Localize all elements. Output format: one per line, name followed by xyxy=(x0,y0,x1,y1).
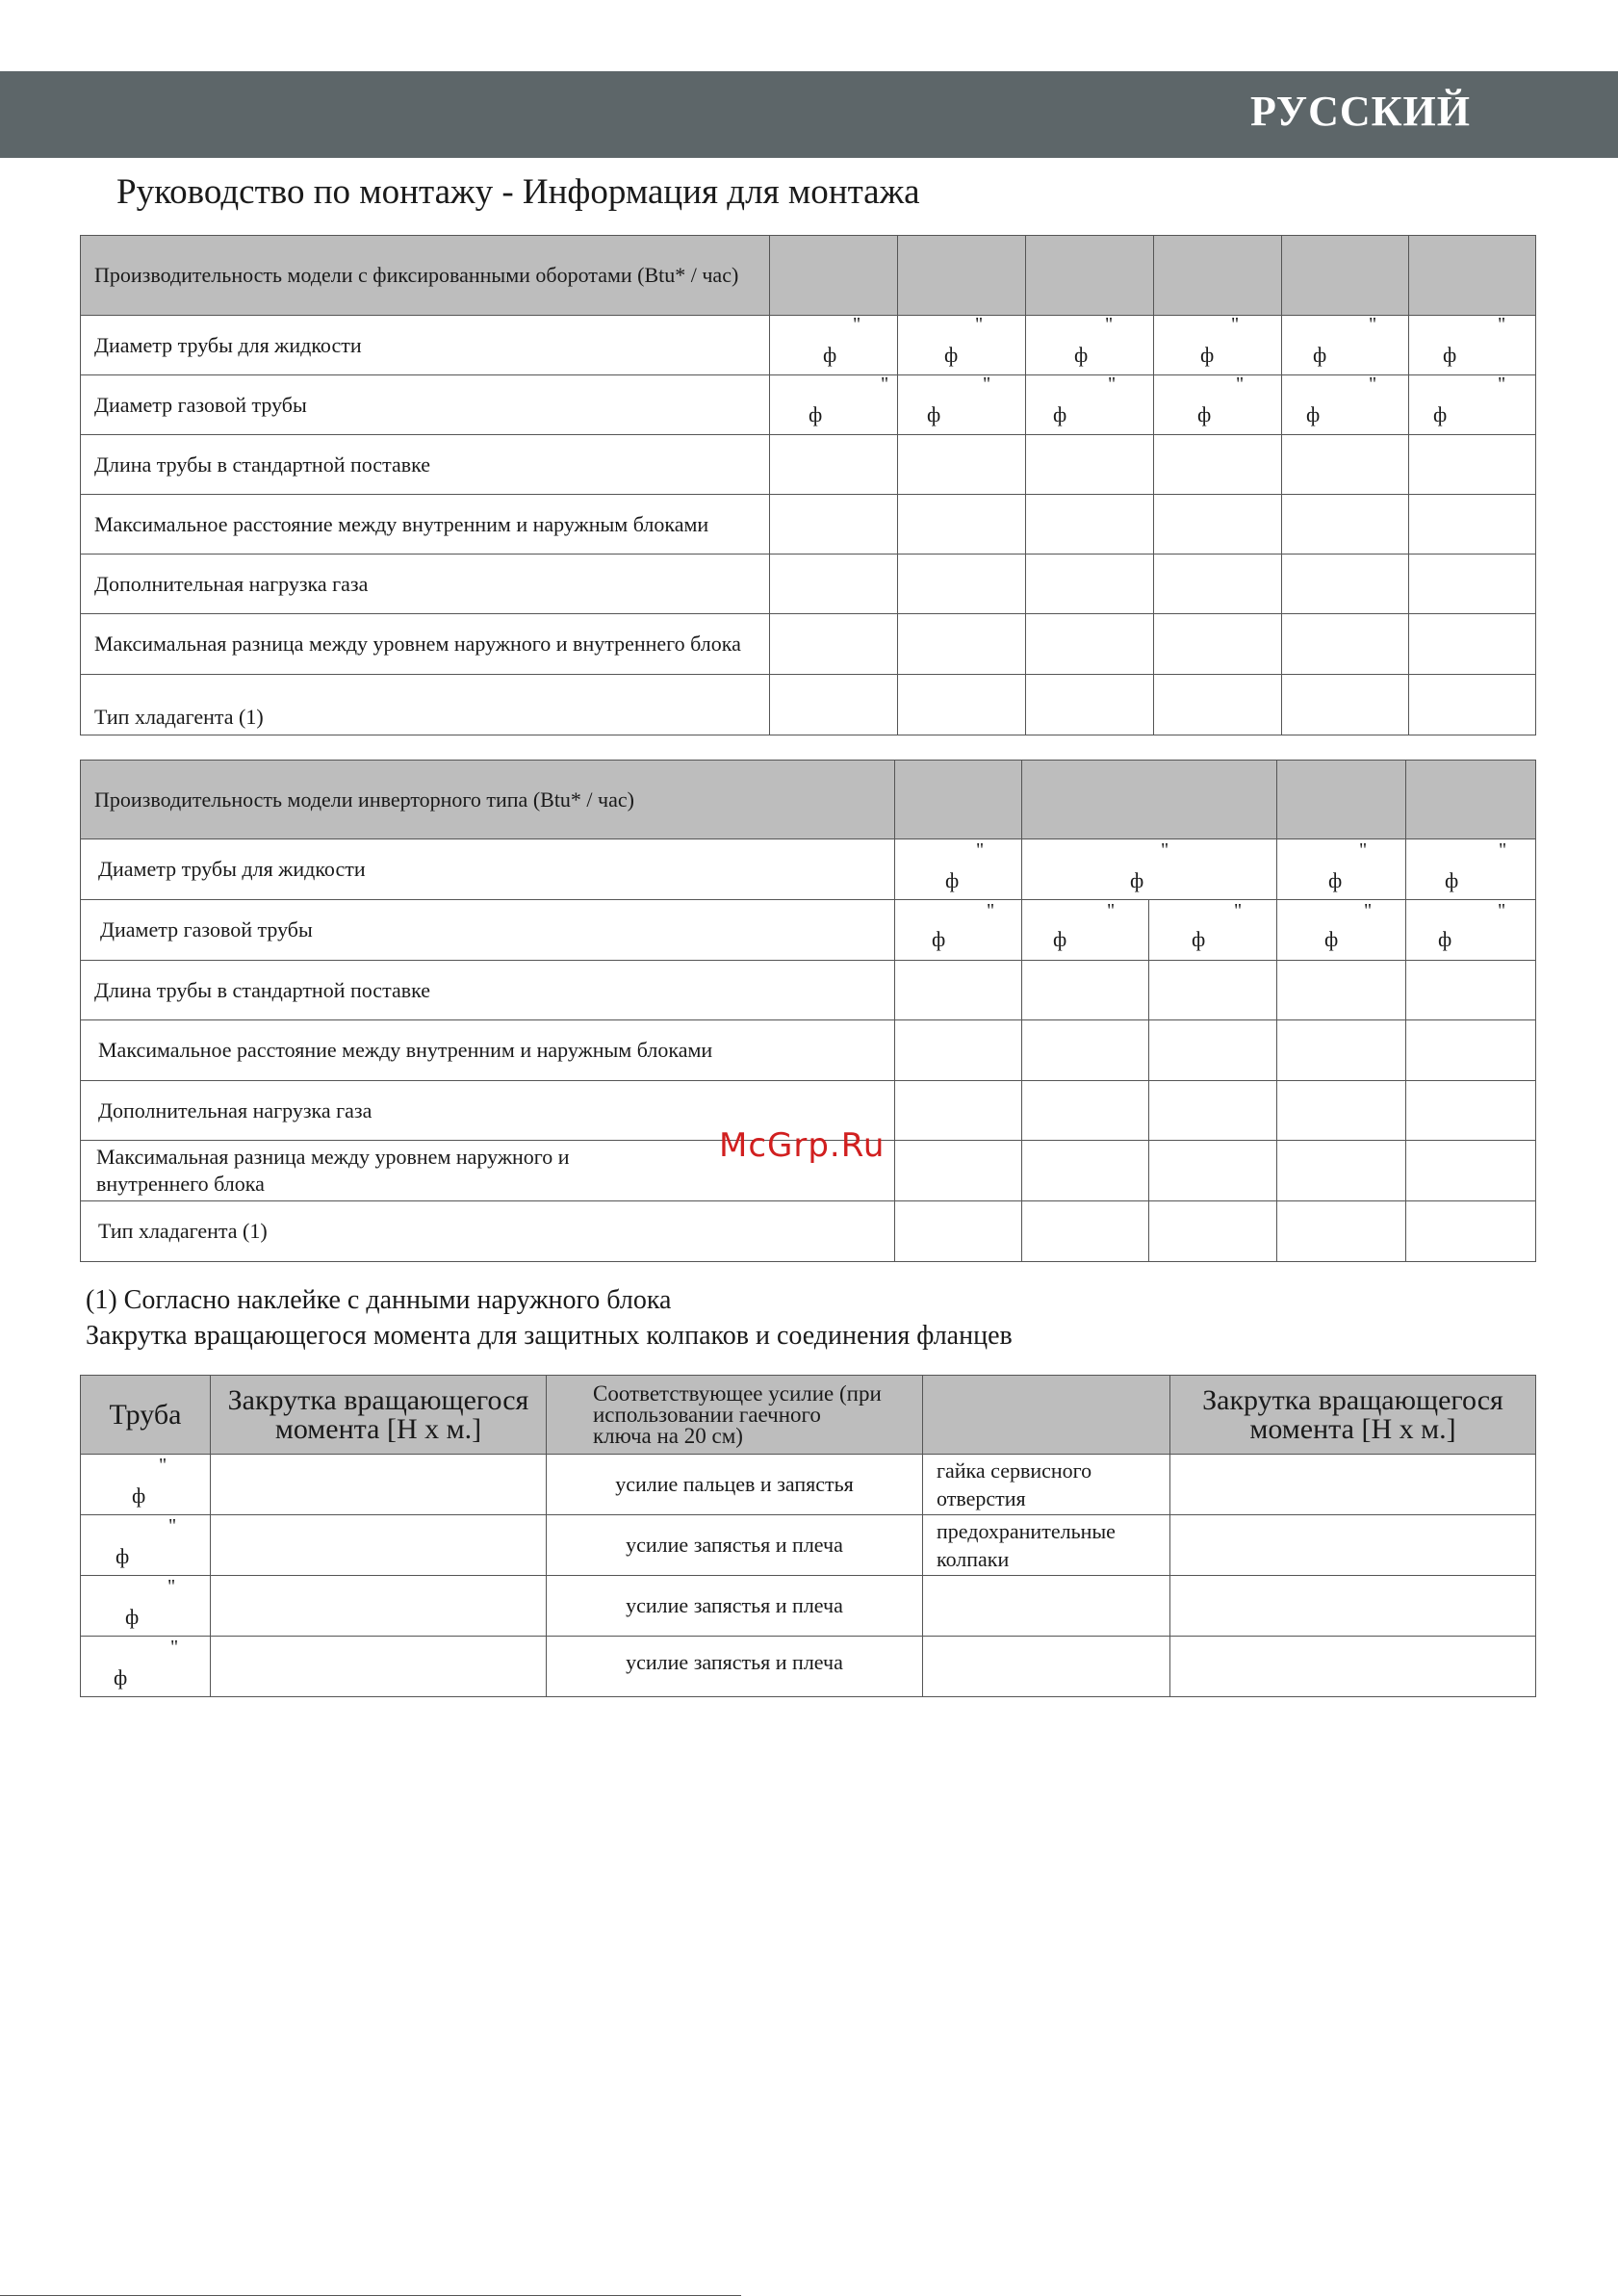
part-cell: гайка сервисного отверстия xyxy=(923,1455,1170,1515)
phi-symbol: ф xyxy=(1445,868,1459,892)
empty-cell xyxy=(1282,555,1409,614)
empty-cell xyxy=(1282,614,1409,675)
inverter-phi-cell xyxy=(1406,900,1536,961)
inverter-row-label: Максимальное расстояние между внутренним и наружным блоками xyxy=(81,1020,895,1081)
empty-cell xyxy=(770,675,898,735)
empty-cell xyxy=(1022,1141,1149,1201)
header-torque: Закрутка вращающегося момента [Н х м.] xyxy=(211,1376,547,1455)
empty-cell xyxy=(898,495,1026,555)
force-cell: усилие пальцев и запястья xyxy=(547,1455,923,1515)
inch-mark: " xyxy=(1364,900,1373,921)
empty-cell xyxy=(898,614,1026,675)
empty-cell xyxy=(1149,1201,1277,1262)
language-banner xyxy=(0,71,1618,158)
phi-symbol: ф xyxy=(114,1665,128,1690)
inch-mark: " xyxy=(1499,839,1507,861)
empty-cell xyxy=(1277,1201,1406,1262)
inverter-phi-cell xyxy=(895,839,1022,900)
inch-mark: " xyxy=(1105,314,1114,335)
phi-symbol: ф xyxy=(1328,868,1343,892)
empty-cell xyxy=(1409,495,1536,555)
empty-cell xyxy=(1282,435,1409,495)
inverter-row-label: Дополнительная нагрузка газа xyxy=(81,1081,895,1141)
inch-mark: " xyxy=(170,1637,179,1658)
pipe-cell xyxy=(81,1576,211,1637)
empty-cell xyxy=(895,961,1022,1020)
fixed-row-label: Диаметр трубы для жидкости xyxy=(81,316,770,375)
inch-mark: " xyxy=(1234,900,1243,921)
inverter-row-label: Длина трубы в стандартной поставке xyxy=(81,961,895,1020)
phi-symbol: ф xyxy=(1200,343,1215,367)
fixed-row-label: Дополнительная нагрузка газа xyxy=(81,555,770,614)
inch-mark: " xyxy=(881,374,889,395)
empty-cell xyxy=(1154,435,1282,495)
part-cell: предохранительные колпаки xyxy=(923,1515,1170,1576)
empty-cell xyxy=(1409,435,1536,495)
header-torque-2: Закрутка вращающегося момента [Н х м.] xyxy=(1170,1376,1536,1455)
empty-cell xyxy=(211,1576,547,1637)
empty-cell xyxy=(895,1020,1022,1081)
inverter-phi-cell xyxy=(1277,839,1406,900)
fixed-speed-table xyxy=(80,235,1536,735)
inverter-phi-cell xyxy=(895,900,1022,961)
empty-cell xyxy=(1026,495,1154,555)
inch-mark: " xyxy=(167,1576,176,1597)
inverter-phi-cell xyxy=(1022,900,1149,961)
fixed-phi-cell xyxy=(1409,316,1536,375)
empty-cell xyxy=(1282,495,1409,555)
footnote: (1) Согласно наклейке с данными наружного блока xyxy=(86,1285,672,1315)
inch-mark: " xyxy=(983,374,991,395)
phi-symbol: ф xyxy=(927,402,941,426)
empty-cell xyxy=(1406,1020,1536,1081)
empty-cell xyxy=(1026,614,1154,675)
inverter-header-cell xyxy=(1406,761,1536,839)
inverter-row-label: Диаметр трубы для жидкости xyxy=(81,839,895,900)
inverter-row-label: Тип хладагента (1) xyxy=(81,1201,895,1262)
phi-symbol: ф xyxy=(1324,927,1339,951)
fixed-phi-cell xyxy=(770,316,898,375)
fixed-header-cell xyxy=(1282,236,1409,316)
fixed-phi-cell xyxy=(1154,316,1282,375)
phi-symbol: ф xyxy=(945,868,960,892)
empty-cell xyxy=(1170,1515,1536,1576)
empty-cell xyxy=(211,1637,547,1697)
inverter-phi-cell xyxy=(1406,839,1536,900)
empty-cell xyxy=(898,675,1026,735)
empty-cell xyxy=(1409,675,1536,735)
header-pipe: Труба xyxy=(81,1376,211,1455)
part-cell xyxy=(923,1576,1170,1637)
empty-cell xyxy=(770,495,898,555)
force-cell: усилие запястья и плеча xyxy=(547,1515,923,1576)
inverter-header-cell xyxy=(1022,761,1277,839)
inch-mark: " xyxy=(1108,374,1117,395)
phi-symbol: ф xyxy=(1313,343,1327,367)
phi-symbol: ф xyxy=(1130,868,1144,892)
part-cell xyxy=(923,1637,1170,1697)
pipe-cell xyxy=(81,1637,211,1697)
inverter-header-label: Производительность модели инверторного типа (Btu* / час) xyxy=(81,761,895,839)
phi-symbol: ф xyxy=(1192,927,1206,951)
empty-cell xyxy=(1022,1081,1149,1141)
inch-mark: " xyxy=(1231,314,1240,335)
pipe-cell xyxy=(81,1515,211,1576)
fixed-row-label: Тип хладагента (1) xyxy=(81,675,770,735)
inverter-phi-cell xyxy=(1277,900,1406,961)
empty-cell xyxy=(1149,1081,1277,1141)
fixed-header-label: Производительность модели с фиксированными оборотами (Btu* / час) xyxy=(81,236,770,316)
inch-mark: " xyxy=(1498,374,1506,395)
phi-symbol: ф xyxy=(944,343,959,367)
fixed-row-label: Длина трубы в стандартной поставке xyxy=(81,435,770,495)
inverter-table xyxy=(80,760,1536,1262)
inverter-header-cell xyxy=(1277,761,1406,839)
phi-symbol: ф xyxy=(809,402,823,426)
fixed-row-label: Максимальное расстояние между внутренним и наружным блоками xyxy=(81,495,770,555)
empty-cell xyxy=(1409,614,1536,675)
phi-symbol: ф xyxy=(1306,402,1321,426)
phi-symbol: ф xyxy=(1197,402,1212,426)
force-cell: усилие запястья и плеча xyxy=(547,1576,923,1637)
inverter-header-cell xyxy=(895,761,1022,839)
empty-cell xyxy=(1406,1141,1536,1201)
phi-symbol: ф xyxy=(1053,927,1067,951)
inch-mark: " xyxy=(1369,374,1377,395)
empty-cell xyxy=(1154,675,1282,735)
phi-symbol: ф xyxy=(1438,927,1452,951)
torque-section-title: Закрутка вращающегося момента для защитных колпаков и соединения фланцев xyxy=(86,1321,1013,1351)
empty-cell xyxy=(1026,675,1154,735)
fixed-phi-cell xyxy=(1026,316,1154,375)
empty-cell xyxy=(1409,555,1536,614)
empty-cell xyxy=(1022,961,1149,1020)
inch-mark: " xyxy=(1107,900,1116,921)
phi-symbol: ф xyxy=(823,343,837,367)
inverter-phi-cell xyxy=(1022,839,1277,900)
empty-cell xyxy=(1154,555,1282,614)
header-force: Соответствующее усилие (при использовании гаечного ключа на 20 см) xyxy=(547,1376,923,1455)
phi-symbol: ф xyxy=(932,927,946,951)
empty-cell xyxy=(1022,1020,1149,1081)
inch-mark: " xyxy=(1498,314,1506,335)
fixed-phi-cell xyxy=(1409,375,1536,435)
phi-symbol: ф xyxy=(1053,402,1067,426)
empty-cell xyxy=(1149,1020,1277,1081)
empty-cell xyxy=(1406,961,1536,1020)
fixed-header-cell xyxy=(1154,236,1282,316)
fixed-row-label: Диаметр газовой трубы xyxy=(81,375,770,435)
force-cell: усилие запястья и плеча xyxy=(547,1637,923,1697)
empty-cell xyxy=(1170,1637,1536,1697)
language-label: РУССКИЙ xyxy=(1250,88,1471,135)
empty-cell xyxy=(1277,961,1406,1020)
inch-mark: " xyxy=(1359,839,1368,861)
empty-cell xyxy=(1282,675,1409,735)
inverter-phi-cell xyxy=(1149,900,1277,961)
empty-cell xyxy=(770,614,898,675)
inch-mark: " xyxy=(168,1515,177,1536)
page-title: Руководство по монтажу - Информация для монтажа xyxy=(116,172,920,212)
empty-cell xyxy=(1277,1141,1406,1201)
fixed-header-cell xyxy=(1026,236,1154,316)
fixed-phi-cell xyxy=(898,316,1026,375)
fixed-header-cell xyxy=(770,236,898,316)
empty-cell xyxy=(770,435,898,495)
empty-cell xyxy=(211,1455,547,1515)
fixed-phi-cell xyxy=(1282,375,1409,435)
empty-cell xyxy=(1170,1455,1536,1515)
empty-cell xyxy=(895,1201,1022,1262)
empty-cell xyxy=(895,1081,1022,1141)
header-part xyxy=(923,1376,1170,1455)
inverter-row-label: Диаметр газовой трубы xyxy=(81,900,895,961)
empty-cell xyxy=(898,435,1026,495)
phi-symbol: ф xyxy=(1074,343,1089,367)
inch-mark: " xyxy=(853,314,861,335)
phi-symbol: ф xyxy=(1443,343,1457,367)
torque-table xyxy=(80,1375,1536,1697)
empty-cell xyxy=(1149,1141,1277,1201)
empty-cell xyxy=(1154,495,1282,555)
empty-cell xyxy=(1277,1081,1406,1141)
fixed-header-cell xyxy=(898,236,1026,316)
empty-cell xyxy=(1406,1201,1536,1262)
fixed-phi-cell xyxy=(1154,375,1282,435)
phi-symbol: ф xyxy=(125,1605,140,1629)
empty-cell xyxy=(895,1141,1022,1201)
inch-mark: " xyxy=(159,1455,167,1476)
empty-cell xyxy=(1149,961,1277,1020)
inch-mark: " xyxy=(1161,839,1169,861)
empty-cell xyxy=(770,555,898,614)
phi-symbol: ф xyxy=(132,1483,146,1508)
inch-mark: " xyxy=(976,839,985,861)
fixed-phi-cell xyxy=(770,375,898,435)
fixed-header-cell xyxy=(1409,236,1536,316)
phi-symbol: ф xyxy=(116,1544,130,1568)
fixed-row-label: Максимальная разница между уровнем наружного и внутреннего блока xyxy=(81,614,770,675)
inch-mark: " xyxy=(1236,374,1245,395)
empty-cell xyxy=(1277,1020,1406,1081)
empty-cell xyxy=(1026,555,1154,614)
fixed-phi-cell xyxy=(898,375,1026,435)
inch-mark: " xyxy=(1498,900,1506,921)
fixed-phi-cell xyxy=(1026,375,1154,435)
empty-cell xyxy=(211,1515,547,1576)
fixed-phi-cell xyxy=(1282,316,1409,375)
inch-mark: " xyxy=(975,314,984,335)
inch-mark: " xyxy=(987,900,995,921)
empty-cell xyxy=(1026,435,1154,495)
inverter-row-label: Максимальная разница между уровнем наружного и внутреннего блока xyxy=(81,1141,895,1201)
pipe-cell xyxy=(81,1455,211,1515)
inch-mark: " xyxy=(1369,314,1377,335)
empty-cell xyxy=(1154,614,1282,675)
watermark-text: McGrp.Ru xyxy=(719,1126,886,1165)
empty-cell xyxy=(1406,1081,1536,1141)
empty-cell xyxy=(1170,1576,1536,1637)
empty-cell xyxy=(1022,1201,1149,1262)
empty-cell xyxy=(898,555,1026,614)
phi-symbol: ф xyxy=(1433,402,1448,426)
